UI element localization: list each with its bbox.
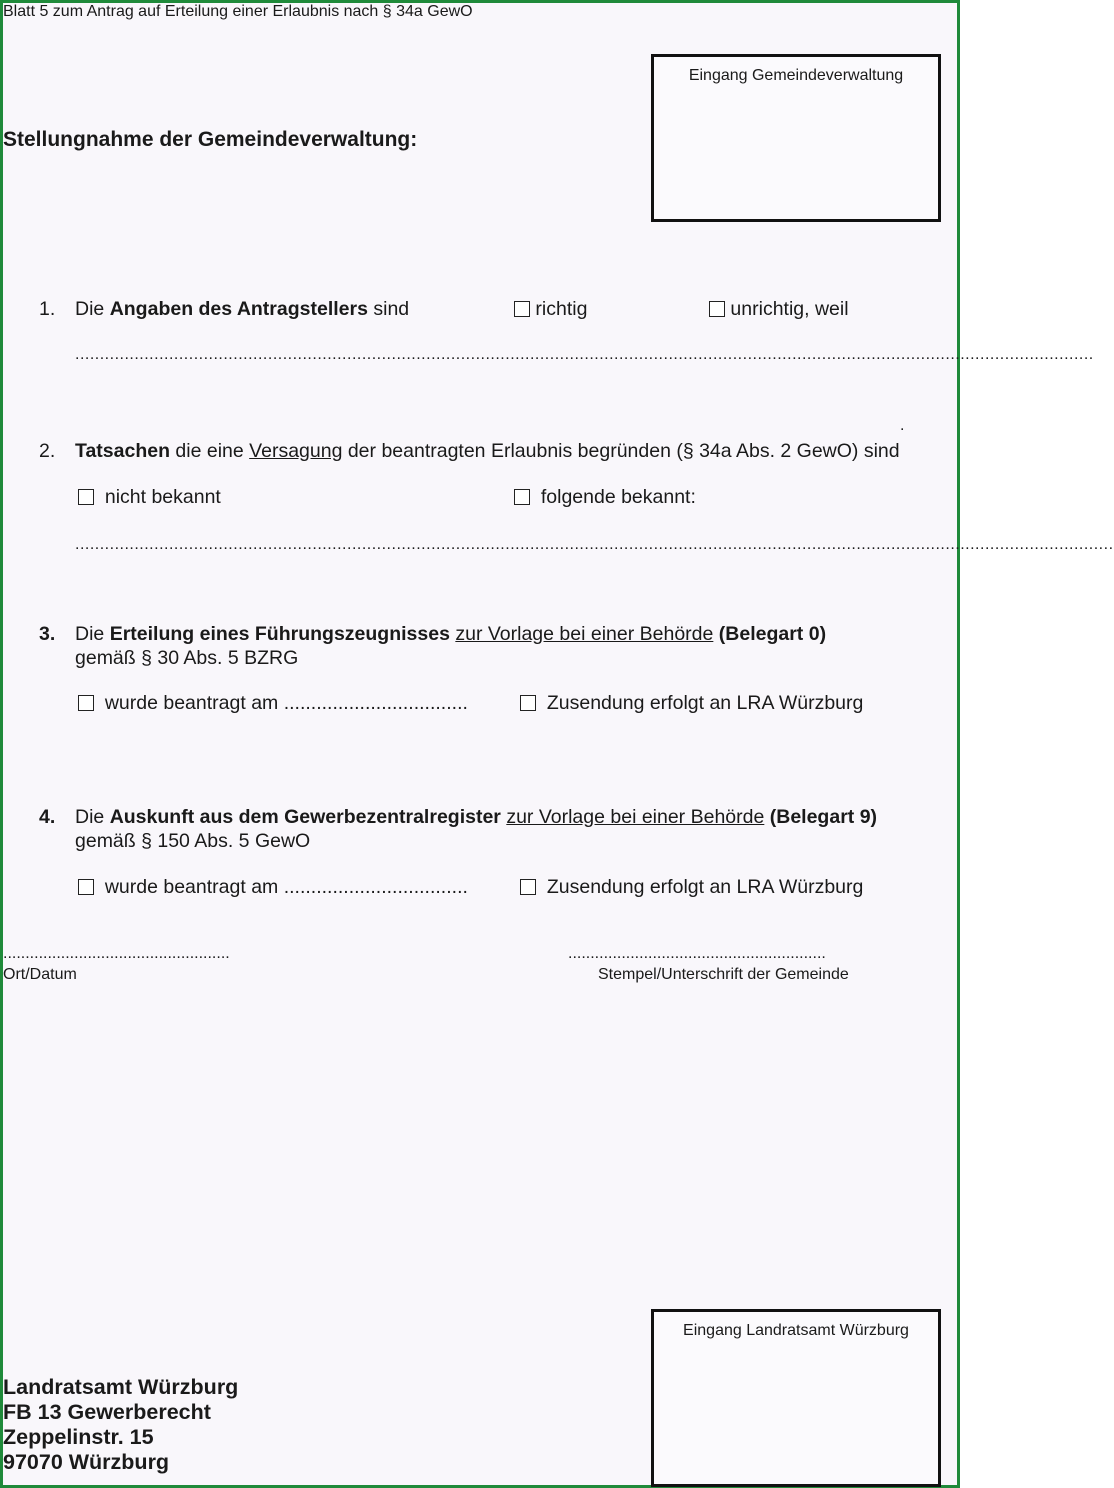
option-label: folgende bekannt: (540, 486, 696, 508)
item2-number: 2. (39, 440, 56, 462)
item3-number (39, 623, 55, 646)
stamp-box-landratsamt (651, 1309, 941, 1487)
address-line3: Zeppelinstr. 15 (3, 1425, 154, 1449)
item3-text (75, 623, 826, 646)
item2-fill-line[interactable]: .................................................................................................................................................................................................................. (75, 536, 1114, 553)
ort-datum-line[interactable]: ................................................... (3, 945, 230, 962)
item1-text-bold: Angaben des Antragstellers (109, 298, 368, 320)
option-label: wurde beantragt am .................................. (104, 692, 468, 714)
stempel-unterschrift-label: Stempel/Unterschrift der Gemeinde (598, 966, 849, 983)
item1-number: 1. (39, 298, 56, 320)
item2-text-bold: Tatsachen (75, 440, 171, 462)
item4-text-bold: Auskunft aus dem Gewerbezentralregister (109, 806, 501, 828)
item1-fill-line[interactable]: .............................................................................................................................................................................................................. (75, 346, 1094, 363)
stempel-unterschrift-line[interactable]: .......................................................... (568, 945, 826, 962)
checkbox[interactable] (709, 301, 725, 317)
item3-text-underline: zur Vorlage bei einer Behörde (455, 623, 714, 645)
item4-number-text: 4. (39, 806, 56, 828)
item2-text-underline: Versagung (249, 440, 343, 462)
item3-text-belegart: (Belegart 0) (718, 623, 827, 645)
item1-option-richtig[interactable] (514, 298, 587, 321)
stray-dot: . (900, 417, 905, 434)
address-line1: Landratsamt Würzburg (3, 1375, 239, 1399)
item4-text-belegart: (Belegart 9) (769, 806, 878, 828)
item4-text-underline: zur Vorlage bei einer Behörde (506, 806, 765, 828)
item4-option-zusendung[interactable] (520, 876, 863, 899)
item4-text (75, 806, 877, 829)
item4-number (39, 806, 55, 829)
stamp-box-label: Eingang Gemeindeverwaltung (688, 67, 904, 84)
item3-number-text: 3. (39, 623, 56, 645)
item1-option-unrichtig[interactable] (709, 298, 849, 321)
address-line4: 97070 Würzburg (3, 1450, 170, 1474)
stamp-box-label: Eingang Landratsamt Würzburg (683, 1322, 909, 1339)
item3-option-zusendung[interactable] (520, 692, 863, 715)
item2-text-post: der beantragten Erlaubnis begründen (§ 34a Abs. 2 GewO) sind (342, 440, 900, 462)
checkbox[interactable] (78, 695, 94, 711)
item3-option-beantragt[interactable] (78, 692, 468, 715)
checkbox[interactable] (520, 695, 536, 711)
address-block (3, 1375, 238, 1475)
checkbox[interactable] (520, 879, 536, 895)
item2-text (75, 440, 900, 463)
checkbox[interactable] (514, 489, 530, 505)
item3-text-line2: gemäß § 30 Abs. 5 BZRG (75, 647, 299, 669)
option-label: nicht bekannt (104, 486, 221, 508)
checkbox[interactable] (78, 489, 94, 505)
item2-option-nicht-bekannt[interactable] (78, 486, 221, 509)
item1-text-post: sind (367, 298, 410, 320)
item3-text-pre: Die (75, 623, 110, 645)
option-label: unrichtig, weil (730, 298, 849, 320)
option-label: richtig (535, 298, 588, 320)
stamp-box-gemeinde (651, 54, 941, 222)
checkbox[interactable] (514, 301, 530, 317)
option-label: Zusendung erfolgt an LRA Würzburg (546, 876, 864, 898)
ort-datum-label: Ort/Datum (3, 966, 77, 983)
item1-text (75, 298, 409, 321)
option-label: Zusendung erfolgt an LRA Würzburg (546, 692, 864, 714)
form-header-line: Blatt 5 zum Antrag auf Erteilung einer Erlaubnis nach § 34a GewO (3, 3, 473, 20)
option-label: wurde beantragt am .................................. (104, 876, 468, 898)
item4-text-line2: gemäß § 150 Abs. 5 GewO (75, 830, 311, 852)
address-line2: FB 13 Gewerberecht (3, 1400, 211, 1424)
item1-text-pre: Die (75, 298, 110, 320)
page-title: Stellungnahme der Gemeindeverwaltung: (3, 128, 418, 151)
item2-text-pre: die eine (170, 440, 250, 462)
checkbox[interactable] (78, 879, 94, 895)
item2-option-folgende-bekannt[interactable] (514, 486, 696, 509)
item3-text-bold: Erteilung eines Führungszeugnisses (109, 623, 450, 645)
item4-option-beantragt[interactable] (78, 876, 468, 899)
item4-text-pre: Die (75, 806, 110, 828)
